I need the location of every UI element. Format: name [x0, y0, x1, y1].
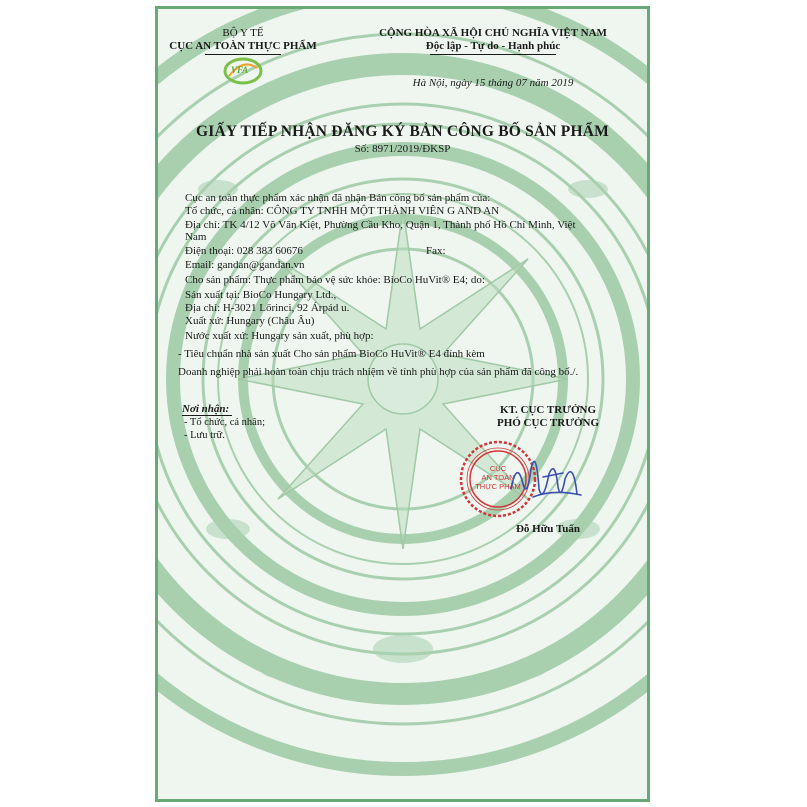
recipient-item: - Lưu trữ.	[184, 430, 225, 441]
handwritten-signature	[503, 449, 613, 509]
document-title: GIẤY TIẾP NHẬN ĐĂNG KÝ BẢN CÔNG BỐ SẢN PHẨM	[196, 123, 609, 140]
standard-line: - Tiêu chuẩn nhà sản xuất Cho sản phẩm BioCo HuVit® E4 đính kèm	[178, 348, 485, 360]
manufacturer-line: Sản xuất tại: BioCo Hungary Ltd.,	[185, 289, 337, 301]
signer-name: Đỗ Hữu Tuấn	[515, 523, 581, 535]
stamp-text: CỤC	[489, 464, 507, 473]
republic-name: CỘNG HÒA XÃ HỘI CHỦ NGHĨA VIỆT NAM	[379, 27, 607, 39]
department-name: CỤC AN TOÀN THỰC PHẨM	[169, 40, 317, 52]
signer-title-1: KT. CỤC TRƯỞNG	[499, 404, 597, 416]
ministry-name: BỘ Y TẾ	[222, 27, 264, 39]
fax-line: Fax:	[426, 245, 446, 257]
recipients-underline	[182, 415, 232, 416]
national-motto: Độc lập - Tự do - Hạnh phúc	[425, 40, 561, 52]
organization-line: Tổ chức, cá nhân: CÔNG TY TNHH MỘT THÀNH VIÊN G AND AN	[185, 205, 500, 217]
stamp-text: AN TOÀN	[481, 473, 515, 482]
email-line: Email: gandan@gandan.vn	[185, 259, 305, 271]
agency-underline	[205, 54, 281, 55]
phone-line: Điện thoại: 028 383 60676	[185, 245, 303, 257]
recipients-heading: Nơi nhận:	[182, 403, 230, 415]
logo-text: VFA	[231, 65, 249, 75]
motto-underline	[430, 54, 556, 55]
certificate-page	[155, 6, 650, 802]
signer-title-2: PHÓ CỤC TRƯỞNG	[496, 417, 600, 429]
address-line-1: Địa chỉ: TK 4/12 Võ Văn Kiệt, Phường Cầu Kho, Quận 1, Thành phố Hồ Chí Minh, Việt	[185, 219, 576, 231]
stamp-text: THỰC PHẨM	[475, 482, 521, 491]
date-line: Hà Nội, ngày 15 tháng 07 năm 2019	[412, 77, 574, 89]
export-country-line: Nước xuất xứ: Hungary sản xuất, phù hợp:	[185, 330, 374, 342]
recipient-item: - Tổ chức, cá nhân;	[184, 417, 266, 428]
vfa-logo	[223, 56, 263, 86]
responsibility-line: Doanh nghiệp phải hoàn toàn chịu trách nhiệm về tính phù hợp của sản phẩm đã công bố./.	[178, 366, 579, 378]
address-line-2: Nam	[185, 231, 207, 243]
origin-line: Xuất xứ: Hungary (Châu Âu)	[185, 315, 315, 327]
document-number: Số: 8971/2019/ĐKSP	[354, 143, 451, 155]
product-line: Cho sản phẩm: Thực phẩm bảo vệ sức khỏe: BioCo HuVit® E4; do:	[185, 274, 485, 286]
manufacturer-address-line: Địa chỉ: H-3021 Lőrinci, 92 Árpád u.	[185, 302, 350, 314]
intro-text: Cục an toàn thực phẩm xác nhận đã nhận Bản công bố sản phẩm của:	[185, 192, 491, 204]
